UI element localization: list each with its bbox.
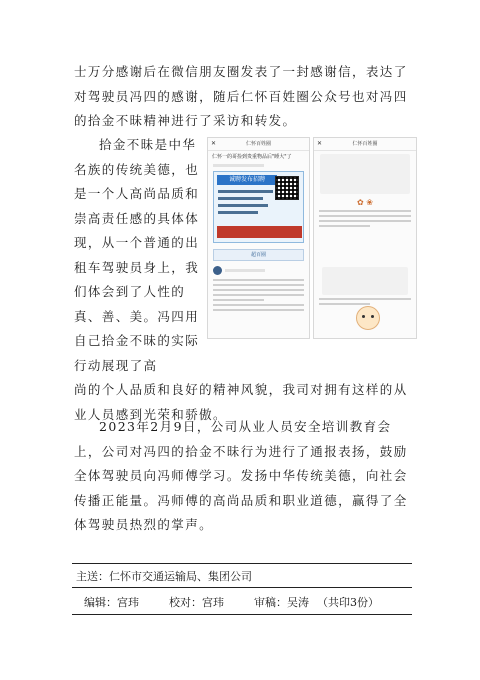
close-icon: ✕: [211, 140, 217, 147]
paragraph-3: 2023年2月9日，公司从业人员安全培训教育会上，公司对冯四的拾金不昧行为进行了通报表扬，鼓励全体驾驶员向冯师傅学习。发扬中华传统美德，向社会传播正能量。冯师傅的高尚品质和职业道德，赢得了全体驾驶员热烈的掌声。: [74, 419, 408, 532]
text-line: [319, 225, 370, 227]
text-line: [319, 215, 411, 217]
text-line: [213, 299, 264, 301]
qr-code-icon: [275, 176, 299, 200]
spacer: [139, 594, 169, 610]
recipients-line: 主送：仁怀市交通运输局、集团公司: [76, 570, 252, 583]
text-line: [319, 303, 370, 305]
editor-name: 宫玮: [117, 596, 139, 609]
divider: [72, 614, 412, 615]
article-headline: 仁怀一的哥捡到贵重物品后"睡大"了: [212, 154, 292, 160]
cartoon-face-icon: [356, 306, 380, 330]
letter-text: [314, 298, 416, 305]
text-line: [319, 220, 411, 222]
letter-text: [314, 210, 416, 227]
text-line: [213, 279, 304, 281]
review-name: 吴涛: [287, 596, 309, 609]
copies-count: （共印3份）: [317, 596, 379, 609]
sub-header: 超百圈: [213, 249, 304, 261]
app-header: [314, 138, 416, 151]
meta-line: [213, 164, 264, 167]
proof-name: 宫玮: [202, 596, 224, 609]
article-screenshot-left: [207, 137, 310, 339]
text-line: [319, 298, 411, 300]
text-line: [213, 294, 304, 296]
poster-line: [218, 190, 273, 193]
editor-line: [84, 594, 379, 610]
review-label: 审稿：: [254, 596, 287, 609]
poster-banner: [217, 226, 302, 238]
close-icon: ✕: [317, 140, 323, 147]
app-header: [208, 138, 309, 151]
recruitment-poster: [213, 171, 304, 243]
editor-label: 编辑：: [84, 596, 117, 609]
app-header-title: 仁怀百姓圈: [245, 141, 271, 147]
author-row: [213, 264, 304, 276]
text-line: [319, 210, 411, 212]
poster-title: 诚聘发布招聘: [217, 175, 277, 185]
author-line: [225, 269, 265, 272]
news-screenshots: [207, 137, 415, 337]
spacer: [309, 594, 317, 610]
poster-line: [218, 197, 263, 200]
proof-label: 校对：: [169, 596, 202, 609]
flower-icon: ✿ ❀: [357, 198, 373, 207]
divider: [72, 563, 412, 564]
paragraph-2-continued: 尚的个人品质和良好的精神风貌，我司对拥有这样的从业人员感到光荣和骄傲。: [74, 382, 408, 422]
text-line: [213, 284, 304, 286]
divider: [72, 587, 412, 588]
article-text: [208, 279, 309, 311]
paragraph-2: 拾金不昧是中华名族的传统美德，也是一个人高尚品质和崇高责任感的具体体现，从一个普通的出租车驾驶员身上，我们体会到了人性的真、善、美。冯四用自己拾金不昧的实际行动展现了高: [74, 137, 200, 373]
text-line: [213, 289, 304, 291]
message-bubble: [322, 267, 408, 295]
app-header-title: 仁怀百姓圈: [352, 141, 378, 147]
article-screenshot-right: [313, 137, 417, 339]
paragraph-1: 士万分感谢后在微信朋友圈发表了一封感谢信，表达了对驾驶员冯四的感谢，随后仁怀百姓圈公众号也对冯四的拾金不昧精神进行了采访和转发。: [74, 64, 408, 128]
avatar: [213, 266, 222, 275]
message-bubble: [320, 154, 410, 194]
poster-line: [218, 204, 268, 207]
poster-line: [218, 211, 258, 214]
text-line: [213, 309, 304, 311]
spacer: [224, 594, 254, 610]
text-line: [213, 304, 304, 306]
